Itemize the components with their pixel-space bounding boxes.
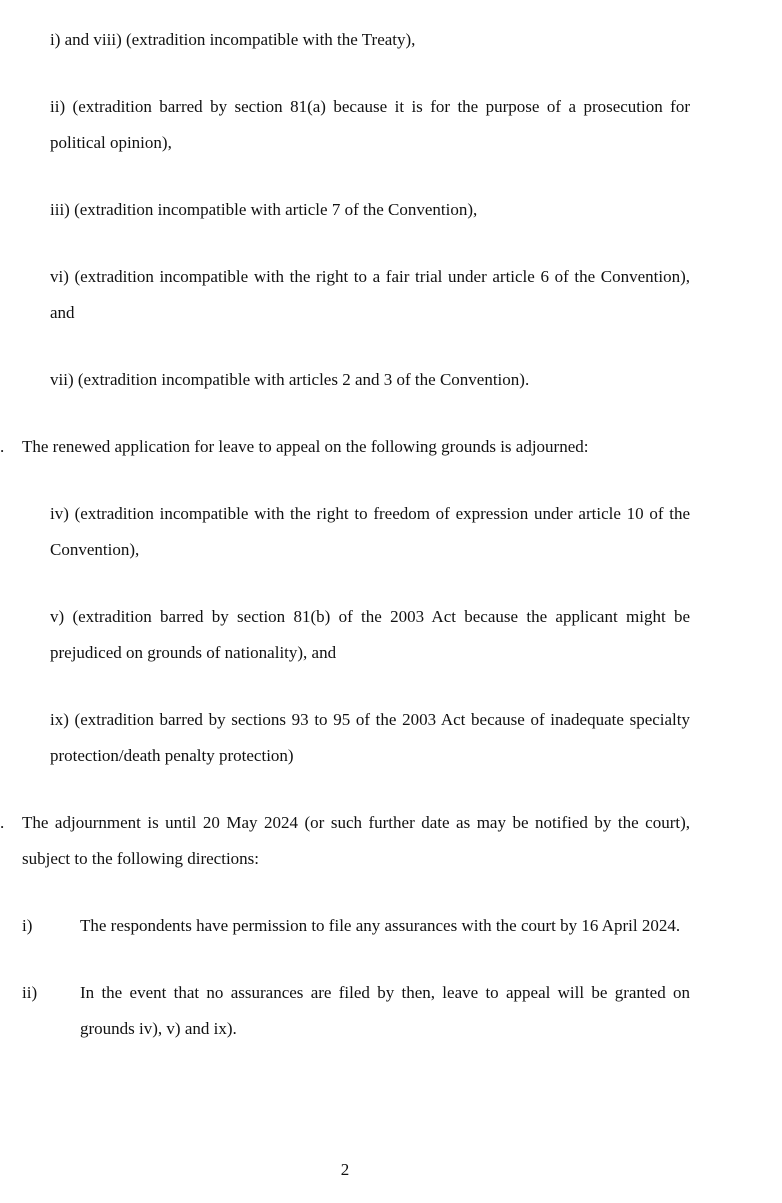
paragraph-number: . bbox=[0, 437, 5, 456]
paragraph-text: The renewed application for leave to appeal on the following grounds is adjourned: bbox=[22, 437, 589, 456]
ground-item: ii) (extradition barred by section 81(a) because it is for the purpose of a prosecution for political opinion), bbox=[50, 97, 690, 152]
ground-item: vi) (extradition incompatible with the right to a fair trial under article 6 of the Convention), and bbox=[50, 267, 690, 322]
ground-item: v) (extradition barred by section 81(b) of the 2003 Act because the applicant might be prejudiced on grounds of nationality), and bbox=[50, 607, 690, 662]
ground-item: i) and viii) (extradition incompatible with the Treaty), bbox=[50, 30, 416, 49]
direction-text: In the event that no assurances are filed by then, leave to appeal will be granted on grounds iv), v) and ix). bbox=[80, 983, 690, 1038]
numbered-paragraph bbox=[0, 429, 690, 465]
paragraph-number: . bbox=[0, 813, 5, 832]
page-number: 2 bbox=[340, 1160, 350, 1179]
ground-item: iii) (extradition incompatible with article 7 of the Convention), bbox=[50, 200, 478, 219]
direction-number: ii) bbox=[22, 983, 38, 1002]
direction-item bbox=[0, 908, 690, 944]
ground-item: iv) (extradition incompatible with the right to freedom of expression under article 10 of the Convention), bbox=[50, 504, 690, 559]
ground-item: ix) (extradition barred by sections 93 to 95 of the 2003 Act because of inadequate specialty protection/death penalty protection) bbox=[50, 710, 690, 765]
paragraph-text: The adjournment is until 20 May 2024 (or such further date as may be notified by the court), subject to the following directions: bbox=[22, 813, 690, 868]
direction-number: i) bbox=[22, 916, 33, 935]
direction-text: The respondents have permission to file any assurances with the court by 16 April 2024. bbox=[80, 916, 681, 935]
ground-item: vii) (extradition incompatible with articles 2 and 3 of the Convention). bbox=[50, 370, 530, 389]
numbered-paragraph bbox=[0, 805, 690, 877]
direction-item bbox=[0, 975, 690, 1047]
